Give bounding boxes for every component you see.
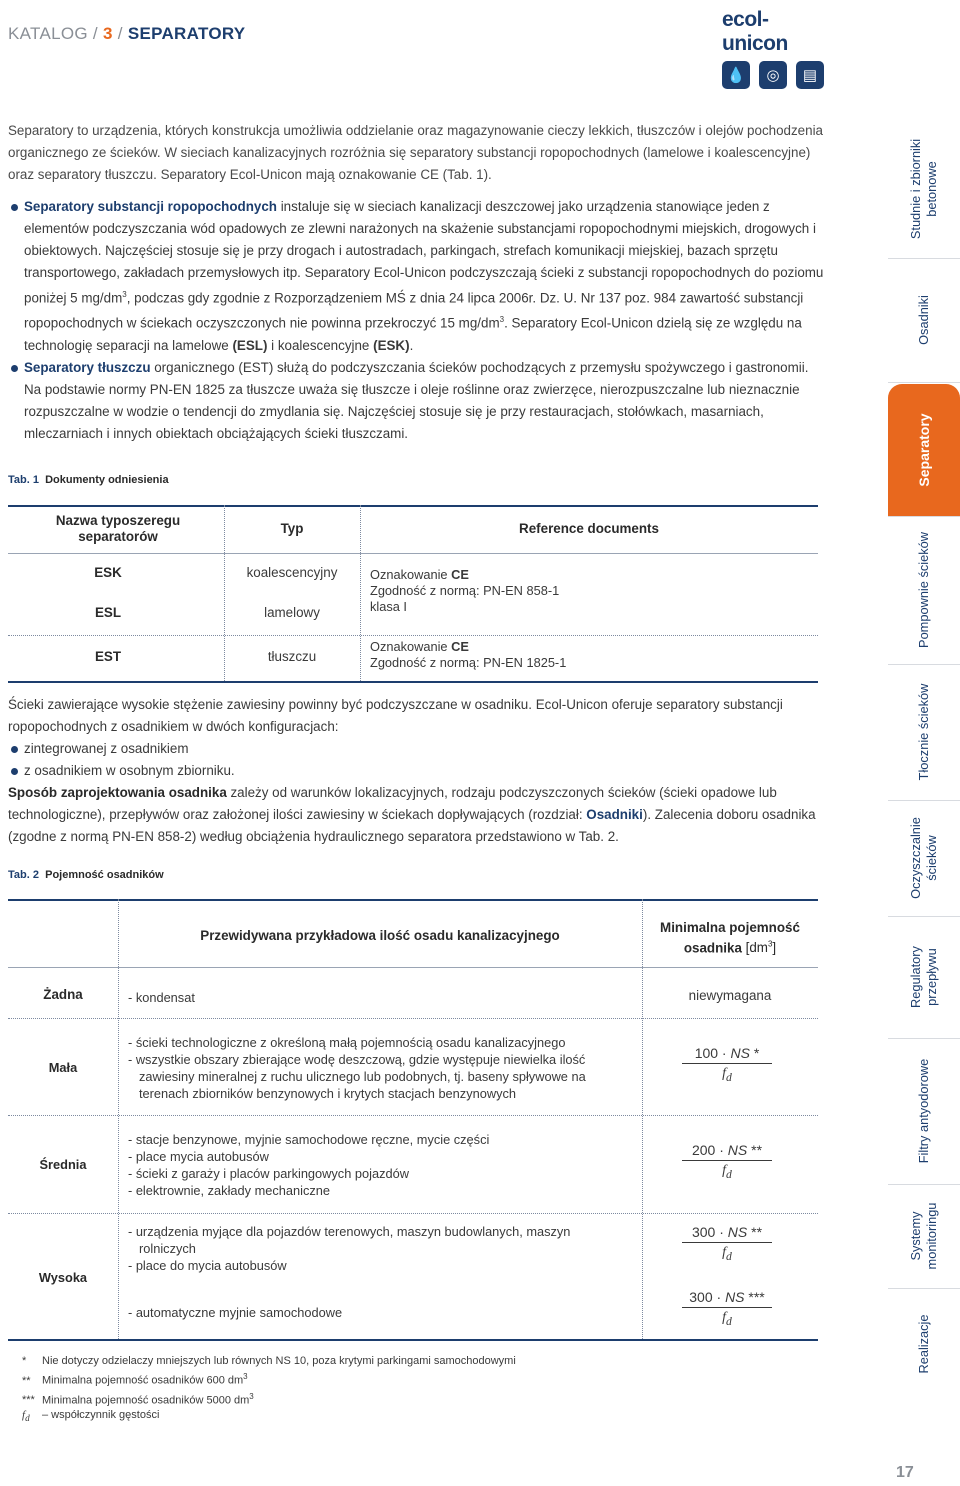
density-symbol: f — [722, 1245, 727, 1260]
footnote — [22, 1369, 516, 1389]
desc-line: rolniczych — [139, 1241, 196, 1256]
page-title — [8, 24, 245, 44]
tab-label — [908, 817, 940, 899]
row-name-wysoka: Wysoka — [38, 1270, 88, 1285]
table-header-rule — [8, 967, 818, 968]
doc-text: Oznakowanie — [370, 639, 452, 654]
unit-text: [dm — [745, 940, 768, 956]
tab-label-line: Studnie i zbiorniki — [908, 138, 923, 240]
unit-label — [746, 940, 777, 955]
formula-numerator — [682, 1045, 772, 1064]
bullet-text: organicznego (EST) służą do podczyszczania ścieków pochodzących z przemysłu spożywczego i gastronomii. Na podstawie normy PN-EN 1825 za tłuszcze uważa się tłuszcze i oleje roślinne oraz zwierzęce, nierozpuszczalne lub nieznacznie rozpuszczalne w wodzie o tendencji do zmydlania się. Najczęściej stosuje się je przy restauracjach, stołówkach, masarniach, mleczarniach i innych obiektach obciążających ścieki tłuszczami. — [24, 359, 809, 441]
desc-line: - urządzenia myjące dla pojazdów terenowych, maszyn budowlanych, maszyn — [128, 1224, 571, 1239]
col-header-sediment: Przewidywana przykładowa ilość osadu kanalizacyjnego — [200, 928, 560, 943]
doc-line — [370, 639, 566, 655]
footnotes — [22, 1354, 516, 1427]
row-type-esl: lamelowy — [264, 605, 320, 620]
footnote-key: * — [22, 1355, 27, 1367]
row-divider — [8, 635, 818, 636]
desc-line: - ścieki z garaży i placów parkingowych pojazdów — [128, 1166, 409, 1181]
esl-code: (ESL) — [232, 337, 268, 353]
doc-text: Oznakowanie — [370, 567, 452, 582]
footnote-mark: * — [749, 1045, 760, 1061]
footnote-text: Nie dotyczy odzielaczy mniejszych lub równych NS 10, poza krytymi parkingami samochodowymi — [42, 1355, 516, 1367]
col-divider — [642, 899, 643, 1341]
footnote-mark: ** — [747, 1224, 763, 1240]
tab-label-line: Regulatory — [908, 946, 923, 1008]
swirl-icon: ◎ — [759, 61, 787, 89]
table-caption — [8, 469, 826, 491]
formula-numerator — [682, 1289, 772, 1308]
sidebar-item-tlocznie[interactable] — [888, 664, 960, 801]
osadniki-link[interactable]: Osadniki — [586, 807, 643, 822]
footnote-text: – współczynnik gęstości — [42, 1409, 160, 1422]
row-divider — [8, 1213, 818, 1214]
paragraph-heading: Sposób zaprojektowania osadnika — [8, 785, 227, 800]
tab-label: Realizacje — [916, 1314, 931, 1374]
row-desc-zadna: - kondensat — [128, 990, 195, 1005]
table-number: Tab. 1 — [8, 473, 39, 486]
desc-line: - wszystkie obszary zbierające wodę deszczową, gdzie występuje niewielka ilość — [128, 1052, 586, 1067]
row-name-mala: Mała — [48, 1060, 78, 1075]
row-name-zadna: Żadna — [43, 987, 83, 1002]
col-header-type: Typ — [280, 521, 304, 536]
list-item: z osadnikiem w osobnym zbiorniku. — [8, 760, 826, 782]
sidebar-item-studnie[interactable] — [888, 120, 960, 259]
footnote-text: Minimalna pojemność osadników 5000 dm — [42, 1394, 250, 1407]
formula-numerator — [682, 1224, 772, 1243]
superscript: 3 — [249, 1391, 254, 1401]
paragraph-text: ). Zalecenia doboru osadnika (zgodne z normą PN-EN 858-2) według obciążenia hydraulicznego separatora przedstawiono w Tab. 2. — [8, 807, 816, 844]
settler-config-list — [8, 738, 826, 782]
subscript: d — [726, 1314, 732, 1328]
header-line — [642, 936, 818, 956]
tab-label-line: Oczyszczalnie — [908, 817, 923, 899]
main-content — [8, 120, 826, 491]
doc-line — [370, 567, 559, 583]
row-divider — [8, 1018, 818, 1019]
bullet-text: . Separatory Ecol-Unicon dzielą się ze względu na technologię separacji na lamelowe — [24, 315, 802, 353]
col-header-capacity — [642, 919, 818, 956]
brand-logo[interactable] — [722, 8, 826, 89]
row-value-zadna: niewymagana — [688, 988, 772, 1003]
sidebar-item-oczyszczalnie[interactable] — [888, 800, 960, 917]
tab-label-line: betonowe — [924, 161, 939, 217]
docs-esk-esl — [370, 567, 559, 615]
desc-line: - stacje benzynowe, myjnie samochodowe ręczne, mycie części — [128, 1132, 490, 1147]
ns-symbol: NS — [730, 1045, 750, 1061]
superscript: 3 — [243, 1372, 248, 1381]
table-caption — [8, 864, 826, 886]
esk-code: (ESK) — [373, 337, 410, 353]
bullet-text: instaluje się w sieciach kanalizacji deszczowej jako urządzenia stanowiące jeden z elementów podczyszczania wód opadowych ze zlewni narażonych na skażenie substancjami ropopochodnymi miejskich, drogowych i obiektowych. Najczęściej stosuje się je przy drogach i autostradach, parkingach, strefach komunikacji miejskiej, bazach sprzętu transportowego, zakładach przemysłowych itp. Separatory Ecol-Unicon podczyszczają ścieki z substancji ropopochodnych do poziomu poniżej 5 mg/dm — [24, 199, 824, 306]
formula-srednia — [682, 1142, 772, 1181]
header-line: Minimalna pojemność — [660, 920, 800, 935]
sidebar-item-filtry[interactable] — [888, 1038, 960, 1185]
row-divider — [8, 1115, 818, 1116]
formula-denominator — [682, 1243, 772, 1263]
footnote-text: Minimalna pojemność osadników 600 dm — [42, 1374, 244, 1387]
formula-wysoka-b — [682, 1289, 772, 1328]
sidebar-item-systemy[interactable] — [888, 1184, 960, 1289]
footnote-key — [22, 1408, 42, 1426]
table-title: Dokumenty odniesienia — [45, 473, 169, 486]
row-name-esl: ESL — [94, 605, 122, 620]
subscript: d — [726, 1070, 732, 1084]
col-header-docs: Reference documents — [519, 521, 659, 536]
bullet-text: . — [409, 337, 414, 353]
table-number: Tab. 2 — [8, 869, 39, 881]
formula-text: 300 · — [689, 1289, 726, 1305]
doc-line: Zgodność z normą: PN-EN 858-1 — [370, 583, 560, 598]
superscript: 3 — [499, 315, 505, 325]
tab-label-line: ścieków — [924, 835, 939, 881]
list-item: zintegrowanej z osadnikiem — [8, 738, 826, 760]
subscript: d — [726, 1249, 732, 1263]
row-desc-mala — [128, 1034, 586, 1102]
tab-label-line: monitoringu — [924, 1202, 939, 1270]
table-bottom-rule — [8, 1339, 818, 1341]
col-divider — [118, 899, 119, 1341]
section-name: SEPARATORY — [127, 24, 246, 43]
tab-label: Pompownie ścieków — [916, 532, 931, 648]
table-title: Pojemność osadników — [45, 869, 164, 881]
desc-line: - elektrownie, zakłady mechaniczne — [128, 1183, 331, 1198]
bullet-text: , podczas gdy zgodnie z Rozporządzeniem MŚ z dnia 24 lipca 2006r. Dz. U. Nr 137 poz. 984 zawartość substancji ropopochodnych w ściekach oczyszczonych nie powinna przekroczyć 15 mg/dm — [24, 290, 804, 331]
subscript: d — [25, 1413, 30, 1424]
settler-design-paragraph — [8, 782, 826, 848]
paragraph-text: zależy od warunków lokalizacyjnych, rodzaju podczyszczonych ścieków (ścieki opadowe lub technologiczne), przepływów oraz założonej ilości zawiesiny w ściekach dopływających (rozdział: — [8, 785, 777, 822]
separator-types-list — [8, 196, 826, 445]
table-top-rule — [8, 505, 818, 507]
footnote-mark: ** — [747, 1142, 763, 1158]
footnote-key: ** — [22, 1374, 31, 1387]
bullet-heading: Separatory substancji ropopochodnych — [24, 199, 277, 214]
density-symbol: f — [722, 1066, 727, 1081]
formula-wysoka-a — [682, 1224, 772, 1263]
sidebar-item-pompownie[interactable] — [888, 516, 960, 665]
sidebar-item-separatory[interactable] — [888, 384, 960, 517]
settler-section — [8, 694, 826, 886]
footnote — [22, 1408, 516, 1426]
catalog-label: KATALOG / — [8, 24, 98, 43]
row-desc-srednia — [128, 1131, 489, 1199]
density-symbol: f — [722, 1310, 727, 1325]
formula-mala — [682, 1045, 772, 1084]
page-number: 17 — [896, 1464, 914, 1481]
footnote — [22, 1354, 516, 1369]
ns-symbol: NS — [727, 1224, 748, 1240]
footnote — [22, 1389, 516, 1409]
sidebar-item-regulatory[interactable] — [888, 916, 960, 1039]
bullet-heading: Separatory tłuszczu — [24, 359, 151, 375]
footnote-mark: *** — [744, 1289, 765, 1305]
row-name-esk: ESK — [94, 565, 122, 580]
logo-text: ecol-unicon — [722, 8, 788, 55]
tab-label — [908, 139, 940, 239]
tank-icon: ▤ — [796, 61, 824, 89]
ce-mark: CE — [451, 639, 469, 654]
desc-line: zawiesiny mineralnej z ruchu ulicznego lub podobnych, tj. baseny spływowe na — [139, 1069, 586, 1084]
formula-denominator — [682, 1161, 772, 1181]
desc-line: - ścieki technologiczne z określoną małą pojemnością osadu kanalizacyjnego — [128, 1035, 566, 1050]
footnote-key: *** — [22, 1394, 35, 1407]
sidebar-item-realizacje[interactable] — [888, 1288, 960, 1400]
sidebar-item-osadniki[interactable] — [888, 258, 960, 383]
ns-symbol: NS — [725, 1289, 745, 1305]
ce-mark: CE — [451, 567, 469, 582]
tab-label: Tłocznie ścieków — [916, 683, 931, 781]
col-header-name: Nazwa typoszeregu separatorów — [55, 513, 181, 544]
tab-label: Filtry antyodorowe — [916, 1058, 931, 1164]
documents-table — [8, 505, 818, 685]
row-name-srednia: Średnia — [39, 1157, 87, 1172]
row-desc-wysoka-b: - automatyczne myjnie samochodowe — [128, 1305, 343, 1320]
tab-label — [908, 1203, 940, 1270]
title-separator: / — [117, 24, 123, 43]
list-item — [8, 196, 826, 357]
row-desc-wysoka-a — [128, 1223, 570, 1274]
header-text: osadnika — [683, 940, 742, 956]
formula-text: 100 · — [694, 1045, 731, 1061]
desc-line: - place mycia autobusów — [128, 1149, 269, 1164]
intro-paragraph: Separatory to urządzenia, których konstrukcja umożliwia oddzielanie oraz magazynowanie cieczy lekkich, tłuszczów i olejów pochodzenia organicznego ze ścieków. W sieciach kanalizacyjnych rozróżnia się separatory substancji ropopochodnych (lamelowe i koalescencyjne) oraz separatory tłuszczu. Separatory Ecol-Unicon mają oznakowanie CE (Tab. 1). — [8, 123, 823, 182]
tab-label: Osadniki — [916, 295, 931, 345]
table-bottom-rule — [8, 681, 818, 683]
tab-label — [908, 946, 940, 1008]
superscript: 3 — [767, 940, 773, 949]
formula-denominator — [682, 1308, 772, 1328]
ns-symbol: NS — [727, 1142, 748, 1158]
density-symbol: f — [722, 1163, 727, 1178]
row-type-est: tłuszczu — [267, 649, 317, 664]
density-symbol: f — [22, 1409, 26, 1422]
superscript: 3 — [122, 290, 127, 299]
formula-text: 200 · — [691, 1142, 728, 1158]
tab-label-line: przepływu — [924, 948, 939, 1006]
settler-capacity-table — [8, 899, 818, 1341]
tab-label-line: Systemy — [908, 1211, 923, 1261]
tab-label: Separatory — [916, 413, 932, 487]
doc-line: Zgodność z normą: PN-EN 1825-1 — [370, 655, 567, 670]
row-name-est: EST — [94, 649, 122, 664]
doc-line: klasa I — [370, 599, 407, 614]
desc-line: terenach zbiorników benzynowych i krytych stacjach benzynowych — [139, 1086, 516, 1101]
logo-icons — [722, 61, 826, 89]
table-top-rule — [8, 899, 818, 901]
list-item — [8, 357, 826, 445]
table-header-rule — [8, 553, 818, 554]
row-type-esk: koalescencyjny — [246, 565, 338, 580]
formula-denominator — [682, 1064, 772, 1084]
bullet-text: i koalescencyjne — [267, 337, 374, 353]
docs-est — [370, 639, 566, 671]
desc-line: - place do mycia autobusów — [128, 1258, 287, 1273]
catalog-section-tabs — [888, 120, 960, 1400]
formula-text: 300 · — [691, 1224, 728, 1240]
water-drop-icon: 💧 — [722, 61, 750, 89]
subscript: d — [726, 1167, 732, 1181]
unit-text: ] — [772, 940, 777, 956]
chapter-number: 3 — [102, 24, 113, 43]
formula-numerator — [682, 1142, 772, 1161]
settler-intro: Ścieki zawierające wysokie stężenie zawiesiny powinny być podczyszczane w osadniku. Ecol-Unicon oferuje separatory substancji ropopochodnych z osadnikiem w dwóch konfiguracjach: — [8, 697, 783, 734]
